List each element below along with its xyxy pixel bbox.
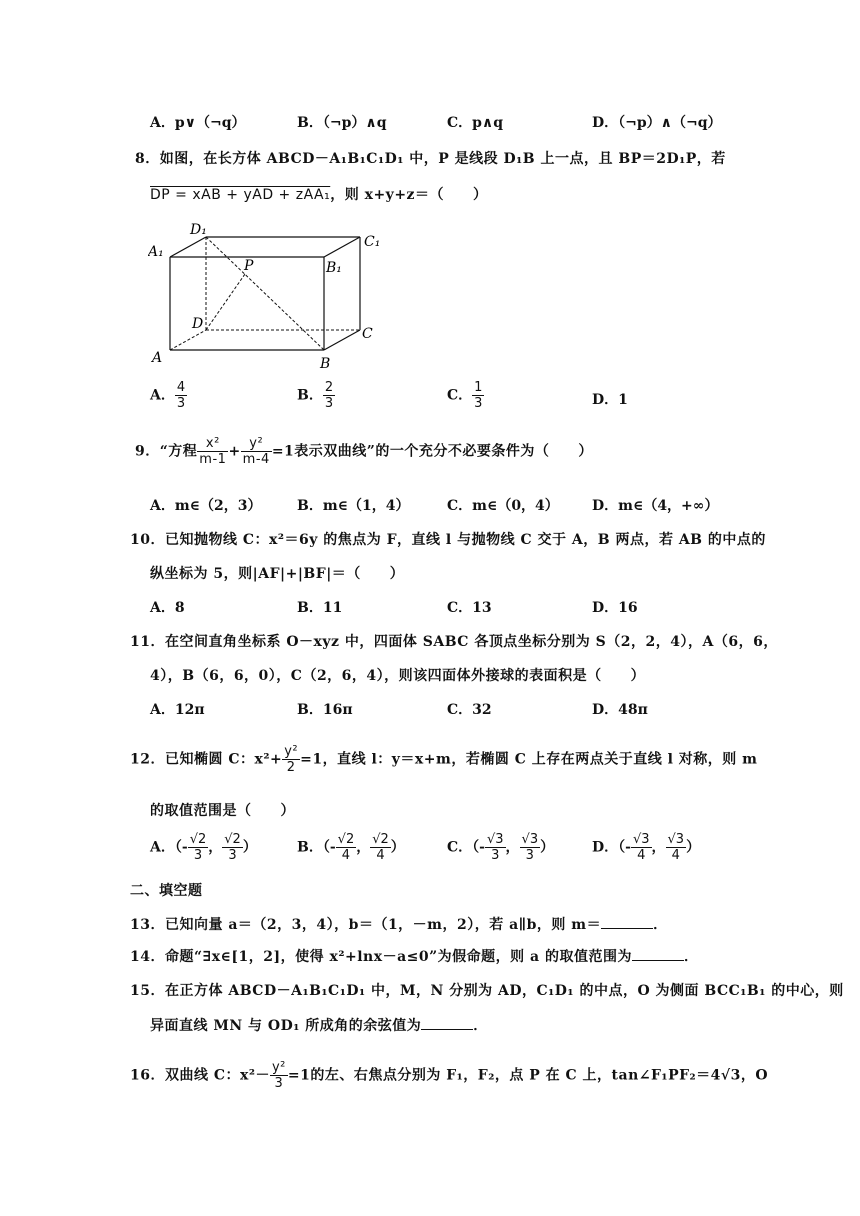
label-p: P xyxy=(244,258,254,274)
q7-option-c: C．p∧q xyxy=(447,115,504,131)
label-b1: B₁ xyxy=(326,260,342,276)
cuboid-figure xyxy=(148,222,388,376)
label-b: B xyxy=(320,356,331,372)
q7-option-a: A．p∨（¬q） xyxy=(150,115,246,131)
q8-stem-line1: 8．如图，在长方体 ABCD－A₁B₁C₁D₁ 中，P 是线段 D₁B 上一点，且 BP＝2D₁P，若 xyxy=(135,151,726,167)
q9-option-c: C．m∈（0，4） xyxy=(447,498,559,514)
q11-stem-line1: 11．在空间直角坐标系 O－xyz 中，四面体 SABC 各顶点坐标分别为 S（2，2，4），A（6，6， xyxy=(130,634,778,650)
q11-option-b: B．16π xyxy=(297,702,353,718)
q8-vector-equation: DP = xAB + yAD + zAA₁ xyxy=(150,187,331,203)
q9-option-a: A．m∈（2，3） xyxy=(150,498,262,514)
q8-option-d: D．1 xyxy=(592,392,628,408)
q8-stem-line2 xyxy=(150,184,488,204)
q11-option-c: C．32 xyxy=(447,702,492,718)
q8-option-c: C． $\frac{1}{3}$ xyxy=(447,380,483,411)
section-title-fill-in: 二、填空题 xyxy=(130,883,203,899)
cuboid-diagram xyxy=(148,222,388,372)
q12-stem-line2: 的取值范围是（ ） xyxy=(150,803,295,819)
q11-option-a: A．12π xyxy=(150,702,205,718)
q12-option-c: C．（- $\frac{√3}{3}$ ， $\frac{√3}{3}$ ） xyxy=(447,832,555,863)
q16-stem: 16．双曲线 C：x²－ $\frac{\text{y²}}{3}$ =1的左、右焦点分别为 F₁，F₂，点 P 在 C 上，tan∠F₁PF₂＝4√3，O xyxy=(130,1060,769,1091)
q13-answer-blank[interactable] xyxy=(601,928,653,929)
q11-stem-line2: 4），B（6，6，0），C（2，6，4），则该四面体外接球的表面积是（ ） xyxy=(150,668,646,684)
q8-question: ，则 x+y+z＝（ ） xyxy=(330,187,488,203)
q15-answer-blank[interactable] xyxy=(421,1029,473,1030)
q13-stem: 13．已知向量 a＝（2，3，4），b＝（1，－m，2），若 a∥b，则 m＝ ． xyxy=(130,917,668,933)
q12-option-b: B．（- $\frac{√2}{4}$ ， $\frac{√2}{4}$ ） xyxy=(297,832,405,863)
label-d: D xyxy=(192,316,204,332)
q8-option-b: B． $\frac{2}{3}$ xyxy=(297,380,334,411)
label-c: C xyxy=(362,326,373,342)
q15-stem-line2: 异面直线 MN 与 OD₁ 所成角的余弦值为 ． xyxy=(150,1018,488,1034)
q9-option-b: B．m∈（1，4） xyxy=(297,498,410,514)
q15-stem-line1: 15．在正方体 ABCD－A₁B₁C₁D₁ 中，M，N 分别为 AD，C₁D₁ 的中点，O 为侧面 BCC₁B₁ 的中心，则 xyxy=(130,983,844,999)
q10-stem-line2: 纵坐标为 5，则|AF|+|BF|＝（ ） xyxy=(150,566,405,582)
q12-option-a: A．（- $\frac{√2}{3}$ ， $\frac{√2}{3}$ ） xyxy=(150,832,257,863)
q9-stem: 9．“方程 $\frac{\text{x²}}{m-1}$ + $\frac{\text{y²}}{m-4}$ =1表示双曲线”的一个充分不必要条件为（ ） xyxy=(135,436,593,467)
q12-option-d: D．（- $\frac{√3}{4}$ ， $\frac{√3}{4}$ ） xyxy=(592,832,701,863)
q10-option-a: A．8 xyxy=(150,600,185,616)
q10-stem-line1: 10．已知抛物线 C：x²＝6y 的焦点为 F，直线 l 与抛物线 C 交于 A，B 两点，若 AB 的中点的 xyxy=(130,532,766,548)
label-c1: C₁ xyxy=(364,234,381,250)
label-a: A xyxy=(152,350,163,366)
q11-option-d: D．48π xyxy=(592,702,648,718)
q10-option-c: C．13 xyxy=(447,600,492,616)
q14-stem: 14．命题“∃x∈[1，2]，使得 x²+lnx－a≤0”为假命题，则 a 的取值范围为 ． xyxy=(130,949,699,965)
q7-option-d: D．（¬p）∧（¬q） xyxy=(592,115,722,131)
q10-option-d: D．16 xyxy=(592,600,638,616)
label-d1: D₁ xyxy=(190,222,207,238)
q9-option-d: D．m∈（4，+∞） xyxy=(592,498,719,514)
label-a1: A₁ xyxy=(148,244,164,260)
q7-option-b: B．（¬p）∧q xyxy=(297,115,387,131)
q8-option-a: A． $\frac{4}{3}$ xyxy=(150,380,186,411)
q14-answer-blank[interactable] xyxy=(632,960,684,961)
q12-stem-line1: 12．已知椭圆 C：x²+ $\frac{\text{y²}}{2}$ =1，直线 l：y＝x+m，若椭圆 C 上存在两点关于直线 l 对称，则 m xyxy=(130,744,758,775)
q10-option-b: B．11 xyxy=(297,600,343,616)
